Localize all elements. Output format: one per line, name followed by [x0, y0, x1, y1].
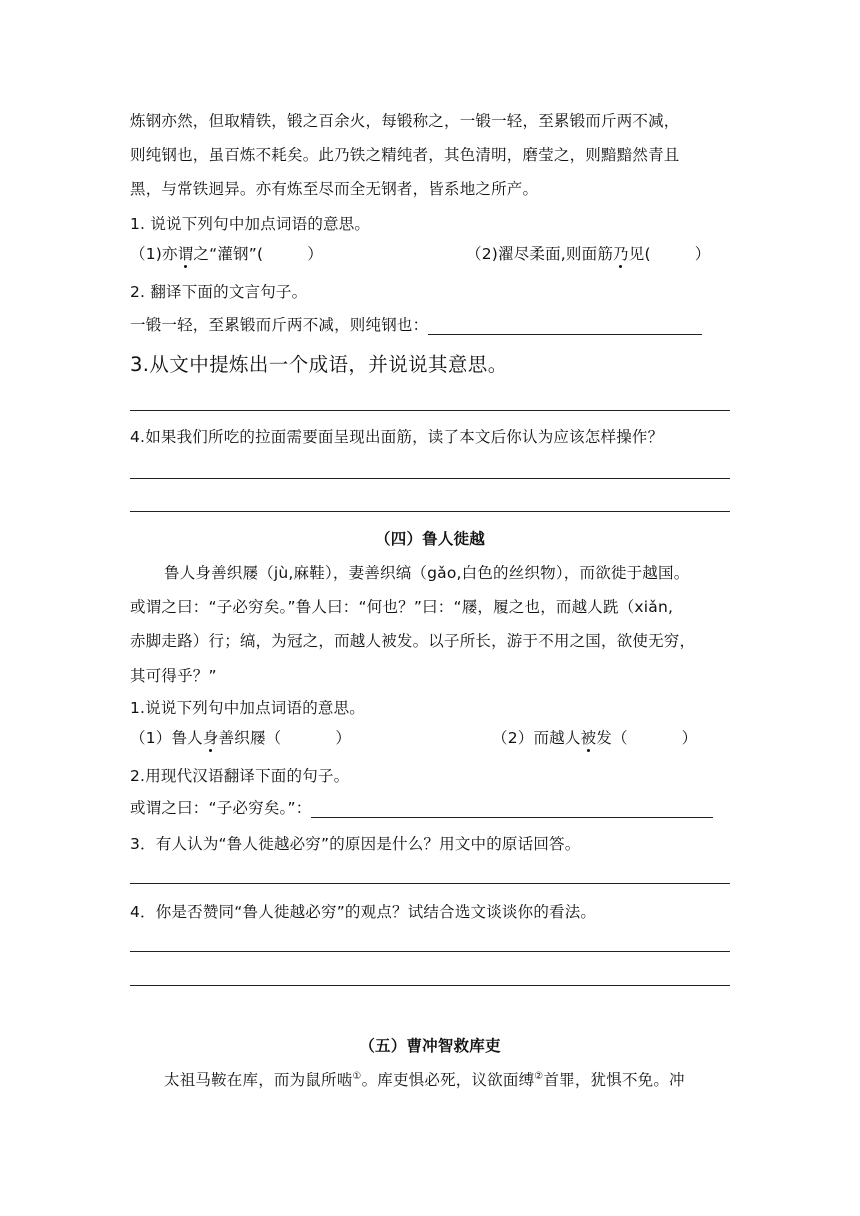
question-1: 1. 说说下列句中加点词语的意思。 — [130, 215, 371, 233]
item-1-1: （1)亦谓之“灌钢”( ） — [130, 245, 323, 263]
answer-line[interactable] — [130, 985, 730, 986]
item-1-2: （2）而越人被发（ ） — [492, 729, 698, 747]
footnote-mark: ① — [352, 1070, 362, 1082]
dotted-word: 身 — [202, 729, 219, 747]
question-1-items — [130, 728, 730, 748]
question-4: 4.如果我们所吃的拉面需要面呈现出面筋，读了本文后你认为应该怎样操作？ — [130, 428, 664, 446]
answer-line[interactable] — [428, 318, 702, 335]
answer-line[interactable] — [130, 951, 730, 952]
question-1: 1.说说下列句中加点词语的意思。 — [130, 699, 365, 717]
dotted-word: 被 — [580, 729, 597, 747]
answer-line[interactable] — [130, 511, 730, 512]
passage-line: 炼钢亦然，但取精铁，锻之百余火，每锻称之，一锻一轻，至累锻而斤两不减， — [130, 112, 680, 130]
passage-line: 黑，与常铁迥异。亦有炼至尽而全无钢者，皆系地之所产。 — [130, 180, 539, 198]
question-2: 2.用现代汉语翻译下面的句子。 — [130, 767, 350, 785]
answer-line[interactable] — [130, 410, 730, 411]
passage-line: 太祖马鞍在库，而为鼠所啮①。库吏惧必死，议欲面缚②首罪，犹惧不免。冲 — [164, 1070, 685, 1089]
question-4: 4．你是否赞同“鲁人徙越必穷”的观点？试结合选文谈谈你的看法。 — [130, 903, 597, 921]
passage-line: 其可得乎？” — [130, 667, 217, 685]
answer-line[interactable] — [130, 478, 730, 479]
answer-line[interactable] — [130, 883, 730, 884]
question-1-items — [130, 244, 730, 264]
section-title: （四）鲁人徙越 — [375, 530, 485, 548]
translation-line: 一锻一轻，至累锻而斤两不减，则纯钢也： — [130, 315, 730, 335]
footnote-mark: ② — [534, 1070, 544, 1082]
passage-line: 鲁人身善织屦（jù,麻鞋），妻善织缟（gǎo,白色的丝织物），而欲徙于越国。 — [164, 564, 690, 582]
item-1-1: （1）鲁人身善织屦（ ） — [130, 729, 352, 747]
passage-line: 则纯钢也，虽百炼不耗矣。此乃铁之精纯者，其色清明，磨莹之，则黯黯然青且 — [130, 146, 680, 164]
answer-line[interactable] — [311, 801, 713, 818]
section-title: （五）曹冲智救库吏 — [359, 1037, 501, 1055]
translation-line: 或谓之曰：“子必穷矣。”： — [130, 798, 730, 818]
dotted-word: 乃 — [613, 245, 629, 263]
item-1-2: （2)濯尽柔面,则面筋乃见( ） — [466, 245, 711, 263]
question-3: 3.从文中提炼出一个成语，并说说其意思。 — [130, 353, 508, 376]
passage-line: 或谓之曰：“子必穷矣。”鲁人曰：“何也？”曰：“屦，履之也，而越人跣（xiǎn, — [130, 598, 674, 616]
question-2: 2. 翻译下面的文言句子。 — [130, 283, 308, 301]
dotted-word: 谓 — [177, 245, 194, 263]
question-3: 3．有人认为“鲁人徙越必穷”的原因是什么？用文中的原话回答。 — [130, 835, 581, 853]
passage-line: 赤脚走路）行；缟，为冠之，而越人被发。以子所长，游于不用之国，欲使无穷， — [130, 632, 696, 650]
